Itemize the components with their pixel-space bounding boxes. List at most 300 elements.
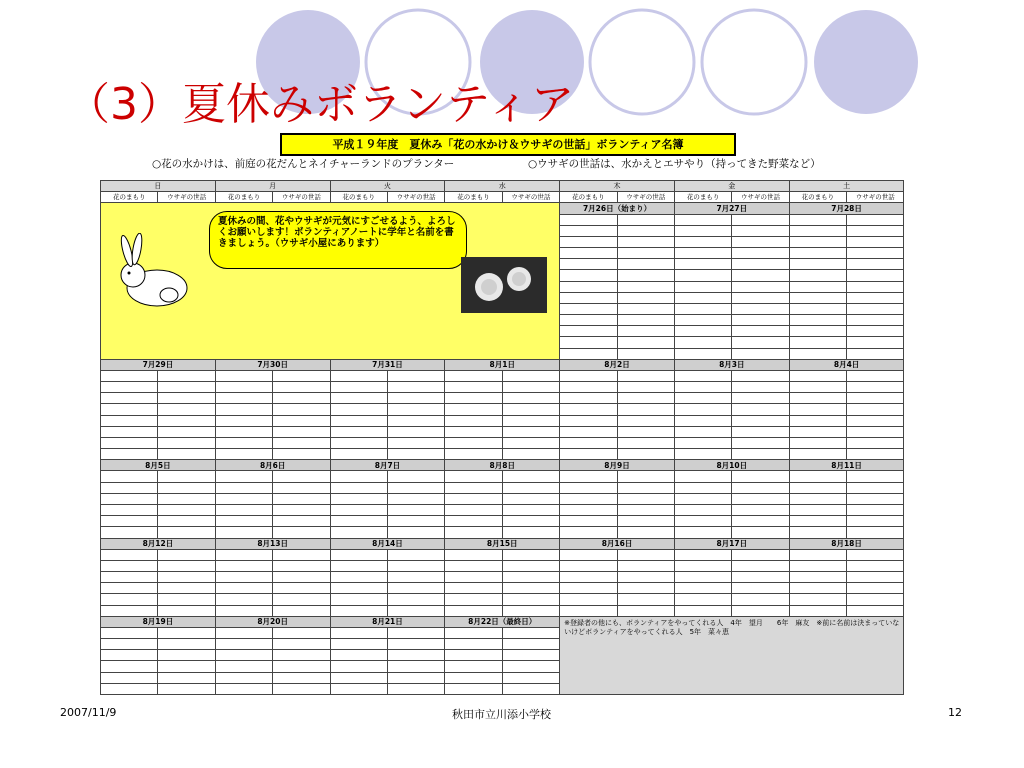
week3-row <box>101 527 904 538</box>
roster-cell <box>674 292 731 303</box>
roster-cell <box>847 214 904 225</box>
week3-row <box>101 471 904 482</box>
roster-cell <box>445 650 502 661</box>
roster-cell <box>617 426 674 437</box>
roster-cell <box>789 594 846 605</box>
roster-cell <box>560 225 617 236</box>
roster-cell <box>330 527 387 538</box>
roster-cell <box>732 326 789 337</box>
roster-cell <box>330 415 387 426</box>
roster-cell <box>101 627 158 638</box>
roster-cell <box>101 560 158 571</box>
roster-cell <box>215 404 272 415</box>
roster-cell <box>674 236 731 247</box>
rabbit-illustration <box>107 233 197 313</box>
roster-cell <box>732 449 789 460</box>
roster-cell <box>101 527 158 538</box>
roster-cell <box>215 650 272 661</box>
week3-row <box>101 516 904 527</box>
roster-cell <box>387 560 444 571</box>
roster-cell <box>674 270 731 281</box>
roster-cell <box>560 426 617 437</box>
date-header: 8月16日 <box>560 538 675 549</box>
roster-cell <box>158 661 215 672</box>
roster-cell <box>732 393 789 404</box>
roster-cell <box>847 382 904 393</box>
roster-cell <box>387 415 444 426</box>
roster-cell <box>158 382 215 393</box>
task-header: ウサギの世話 <box>847 192 904 203</box>
roster-cell <box>158 650 215 661</box>
roster-cell <box>560 337 617 348</box>
roster-cell <box>273 471 330 482</box>
roster-cell <box>617 560 674 571</box>
roster-cell <box>847 303 904 314</box>
roster-cell <box>847 270 904 281</box>
footer-page-number: 12 <box>948 706 962 719</box>
roster-cell <box>847 572 904 583</box>
week5-date-row <box>101 616 904 627</box>
date-header: 7月30日 <box>215 359 330 370</box>
roster-cell <box>101 650 158 661</box>
roster-cell <box>158 393 215 404</box>
roster-cell <box>445 583 502 594</box>
roster-cell <box>789 393 846 404</box>
roster-cell <box>847 404 904 415</box>
roster-cell <box>387 583 444 594</box>
roster-cell <box>215 594 272 605</box>
roster-cell <box>158 493 215 504</box>
roster-cell <box>101 504 158 515</box>
roster-cell <box>215 426 272 437</box>
roster-cell <box>732 248 789 259</box>
roster-cell <box>387 370 444 381</box>
roster-cell <box>789 482 846 493</box>
roster-cell <box>732 482 789 493</box>
roster-cell <box>445 471 502 482</box>
roster-cell <box>101 437 158 448</box>
week4-row <box>101 572 904 583</box>
date-header: 8月3日 <box>674 359 789 370</box>
roster-cell <box>445 661 502 672</box>
roster-cell <box>158 672 215 683</box>
roster-cell <box>330 437 387 448</box>
roster-cell <box>789 404 846 415</box>
roster-cell <box>560 605 617 616</box>
footer-school: 秋田市立川添小学校 <box>452 708 551 721</box>
roster-cell <box>502 493 559 504</box>
date-header: 7月28日 <box>789 203 904 214</box>
roster-cell <box>101 549 158 560</box>
roster-cell <box>101 471 158 482</box>
date-header: 7月29日 <box>101 359 216 370</box>
roster-cell <box>158 583 215 594</box>
roster-cell <box>445 437 502 448</box>
roster-cell <box>273 404 330 415</box>
week2-row <box>101 426 904 437</box>
roster-cell <box>273 639 330 650</box>
roster-cell <box>330 572 387 583</box>
roster-cell <box>732 605 789 616</box>
roster-cell <box>732 504 789 515</box>
roster-cell <box>158 415 215 426</box>
roster-cell <box>158 627 215 638</box>
roster-cell <box>674 493 731 504</box>
roster-cell <box>215 549 272 560</box>
roster-banner: 平成１９年度 夏休み「花の水かけ＆ウサギの世話」ボランティア名簿 <box>280 133 736 156</box>
roster-cell <box>617 504 674 515</box>
roster-cell <box>674 594 731 605</box>
week4-row <box>101 583 904 594</box>
roster-cell <box>847 471 904 482</box>
roster-cell <box>617 382 674 393</box>
roster-cell <box>101 426 158 437</box>
roster-cell <box>732 303 789 314</box>
roster-cell <box>560 303 617 314</box>
roster-cell <box>502 627 559 638</box>
roster-cell <box>273 683 330 694</box>
roster-cell <box>617 415 674 426</box>
roster-cell <box>445 627 502 638</box>
date-header: 8月2日 <box>560 359 675 370</box>
roster-cell <box>215 393 272 404</box>
weekday-header: 火 <box>330 181 445 192</box>
weekday-header: 月 <box>215 181 330 192</box>
roster-cell <box>502 661 559 672</box>
roster-cell <box>502 471 559 482</box>
roster-cell <box>732 337 789 348</box>
roster-cell <box>273 661 330 672</box>
roster-cell <box>732 572 789 583</box>
additional-volunteers-note: ※登録者の他にも、ボランティアをやってくれる人 4年 望月 6年 麻友 ※前に名前は決まっていないけどボランティアをやってくれる人 5年 菜々恵 <box>560 616 904 694</box>
roster-cell <box>847 527 904 538</box>
roster-cell <box>502 437 559 448</box>
task-header: 花のまもり <box>560 192 617 203</box>
note-flower-watering: ○花の水かけは、前庭の花だんとネイチャーランドのプランター <box>152 158 455 170</box>
roster-cell <box>617 471 674 482</box>
roster-cell <box>617 270 674 281</box>
roster-cell <box>330 426 387 437</box>
roster-cell <box>273 672 330 683</box>
roster-cell <box>158 683 215 694</box>
roster-cell <box>273 449 330 460</box>
roster-cell <box>445 370 502 381</box>
roster-cell <box>789 437 846 448</box>
roster-cell <box>732 236 789 247</box>
roster-cell <box>445 382 502 393</box>
roster-cell <box>674 281 731 292</box>
roster-cell <box>502 504 559 515</box>
roster-cell <box>789 583 846 594</box>
roster-cell <box>560 560 617 571</box>
roster-cell <box>502 516 559 527</box>
roster-cell <box>560 248 617 259</box>
roster-cell <box>560 594 617 605</box>
roster-cell <box>617 527 674 538</box>
roster-cell <box>158 471 215 482</box>
roster-cell <box>330 661 387 672</box>
week2-row <box>101 393 904 404</box>
roster-cell <box>101 605 158 616</box>
roster-cell <box>789 370 846 381</box>
roster-cell <box>674 504 731 515</box>
roster-cell <box>789 236 846 247</box>
roster-cell <box>502 404 559 415</box>
task-header: 花のまもり <box>215 192 272 203</box>
roster-cell <box>445 639 502 650</box>
roster-cell <box>732 437 789 448</box>
date-header: 8月11日 <box>789 460 904 471</box>
roster-cell <box>560 471 617 482</box>
roster-cell <box>445 493 502 504</box>
roster-cell <box>215 516 272 527</box>
date-header: 8月12日 <box>101 538 216 549</box>
roster-cell <box>502 560 559 571</box>
roster-cell <box>502 370 559 381</box>
weekday-header: 木 <box>560 181 675 192</box>
volunteer-schedule-table <box>100 180 904 695</box>
week1-date-row <box>101 203 904 214</box>
date-header: 7月31日 <box>330 359 445 370</box>
roster-cell <box>101 393 158 404</box>
roster-cell <box>158 527 215 538</box>
roster-cell <box>674 482 731 493</box>
roster-cell <box>273 549 330 560</box>
roster-cell <box>732 560 789 571</box>
date-header: 8月20日 <box>215 616 330 627</box>
week2-row <box>101 449 904 460</box>
roster-cell <box>674 393 731 404</box>
roster-cell <box>502 426 559 437</box>
date-header: 8月8日 <box>445 460 560 471</box>
roster-cell <box>158 437 215 448</box>
week4-row <box>101 549 904 560</box>
roster-cell <box>101 449 158 460</box>
roster-cell <box>674 248 731 259</box>
roster-cell <box>101 639 158 650</box>
roster-cell <box>732 315 789 326</box>
roster-cell <box>330 404 387 415</box>
roster-cell <box>502 650 559 661</box>
roster-cell <box>387 549 444 560</box>
roster-cell <box>789 527 846 538</box>
roster-cell <box>732 281 789 292</box>
roster-cell <box>215 560 272 571</box>
date-header: 8月9日 <box>560 460 675 471</box>
roster-cell <box>445 605 502 616</box>
roster-cell <box>617 326 674 337</box>
roster-cell <box>445 393 502 404</box>
task-header: ウサギの世話 <box>273 192 330 203</box>
task-header: 花のまもり <box>445 192 502 203</box>
roster-cell <box>330 549 387 560</box>
roster-cell <box>273 572 330 583</box>
roster-cell <box>847 482 904 493</box>
roster-cell <box>101 672 158 683</box>
roster-cell <box>674 382 731 393</box>
roster-cell <box>560 404 617 415</box>
roster-cell <box>330 516 387 527</box>
task-header: 花のまもり <box>330 192 387 203</box>
roster-cell <box>674 437 731 448</box>
roster-cell <box>387 404 444 415</box>
week2-row <box>101 437 904 448</box>
roster-cell <box>560 504 617 515</box>
roster-cell <box>617 493 674 504</box>
week4-row <box>101 605 904 616</box>
roster-cell <box>215 415 272 426</box>
roster-cell <box>101 594 158 605</box>
roster-cell <box>215 504 272 515</box>
roster-cell <box>789 471 846 482</box>
roster-cell <box>215 627 272 638</box>
task-header-row <box>101 192 904 203</box>
roster-cell <box>502 393 559 404</box>
roster-cell <box>847 605 904 616</box>
roster-cell <box>101 482 158 493</box>
week3-date-row <box>101 460 904 471</box>
roster-cell <box>273 650 330 661</box>
roster-cell <box>158 426 215 437</box>
roster-cell <box>789 225 846 236</box>
roster-cell <box>158 404 215 415</box>
roster-cell <box>560 516 617 527</box>
roster-cell <box>560 415 617 426</box>
task-header: ウサギの世話 <box>617 192 674 203</box>
weekday-header: 日 <box>101 181 216 192</box>
roster-cell <box>158 516 215 527</box>
roster-cell <box>617 303 674 314</box>
roster-cell <box>273 583 330 594</box>
roster-cell <box>273 415 330 426</box>
roster-cell <box>617 348 674 359</box>
roster-cell <box>330 672 387 683</box>
roster-cell <box>273 493 330 504</box>
week4-row <box>101 560 904 571</box>
roster-cell <box>158 482 215 493</box>
date-header: 8月15日 <box>445 538 560 549</box>
roster-cell <box>158 370 215 381</box>
roster-cell <box>732 471 789 482</box>
roster-cell <box>387 672 444 683</box>
roster-cell <box>674 326 731 337</box>
roster-cell <box>674 348 731 359</box>
roster-cell <box>502 482 559 493</box>
roster-cell <box>674 315 731 326</box>
roster-cell <box>330 370 387 381</box>
roster-cell <box>101 493 158 504</box>
roster-cell <box>330 683 387 694</box>
roster-cell <box>617 594 674 605</box>
roster-cell <box>674 549 731 560</box>
roster-cell <box>847 560 904 571</box>
roster-cell <box>789 426 846 437</box>
roster-cell <box>847 594 904 605</box>
roster-cell <box>560 437 617 448</box>
roster-cell <box>445 549 502 560</box>
roster-cell <box>560 348 617 359</box>
roster-cell <box>847 315 904 326</box>
roster-cell <box>847 326 904 337</box>
roster-cell <box>617 393 674 404</box>
roster-cell <box>273 426 330 437</box>
roster-cell <box>560 549 617 560</box>
roster-cell <box>387 627 444 638</box>
roster-cell <box>445 527 502 538</box>
date-header: 8月18日 <box>789 538 904 549</box>
roster-cell <box>674 426 731 437</box>
week4-date-row <box>101 538 904 549</box>
roster-cell <box>273 504 330 515</box>
yellow-info-area <box>101 203 560 359</box>
roster-cell <box>617 292 674 303</box>
roster-cell <box>789 214 846 225</box>
roster-cell <box>215 583 272 594</box>
weekday-header: 金 <box>674 181 789 192</box>
roster-cell <box>215 482 272 493</box>
roster-cell <box>789 326 846 337</box>
roster-cell <box>101 572 158 583</box>
roster-cell <box>387 650 444 661</box>
roster-cell <box>215 605 272 616</box>
roster-cell <box>789 259 846 270</box>
roster-cell <box>502 583 559 594</box>
roster-cell <box>617 449 674 460</box>
roster-cell <box>502 549 559 560</box>
roster-cell <box>158 549 215 560</box>
roster-cell <box>330 382 387 393</box>
roster-cell <box>617 259 674 270</box>
roster-cell <box>732 594 789 605</box>
roster-cell <box>789 292 846 303</box>
roster-cell <box>330 449 387 460</box>
roster-cell <box>387 504 444 515</box>
roster-cell <box>674 560 731 571</box>
roster-cell <box>847 225 904 236</box>
date-header: 8月21日 <box>330 616 445 627</box>
roster-cell <box>560 270 617 281</box>
roster-cell <box>674 214 731 225</box>
roster-cell <box>732 549 789 560</box>
roster-cell <box>101 370 158 381</box>
week3-row <box>101 504 904 515</box>
roster-cell <box>674 583 731 594</box>
task-header: ウサギの世話 <box>732 192 789 203</box>
date-header: 8月17日 <box>674 538 789 549</box>
task-header: 花のまもり <box>101 192 158 203</box>
roster-cell <box>502 449 559 460</box>
roster-cell <box>732 382 789 393</box>
roster-cell <box>387 493 444 504</box>
roster-cell <box>387 382 444 393</box>
roster-cell <box>789 504 846 515</box>
note-rabbit-care: ○ウサギの世話は、水かえとエサやり（持ってきた野菜など） <box>528 158 821 170</box>
roster-cell <box>732 493 789 504</box>
roster-cell <box>560 236 617 247</box>
roster-cell <box>215 527 272 538</box>
roster-cell <box>387 572 444 583</box>
roster-cell <box>330 594 387 605</box>
roster-cell <box>674 404 731 415</box>
date-header: 8月14日 <box>330 538 445 549</box>
roster-cell <box>387 449 444 460</box>
roster-cell <box>387 482 444 493</box>
roster-cell <box>387 594 444 605</box>
roster-cell <box>158 572 215 583</box>
date-header: 8月1日 <box>445 359 560 370</box>
roster-cell <box>617 236 674 247</box>
roster-cell <box>330 605 387 616</box>
